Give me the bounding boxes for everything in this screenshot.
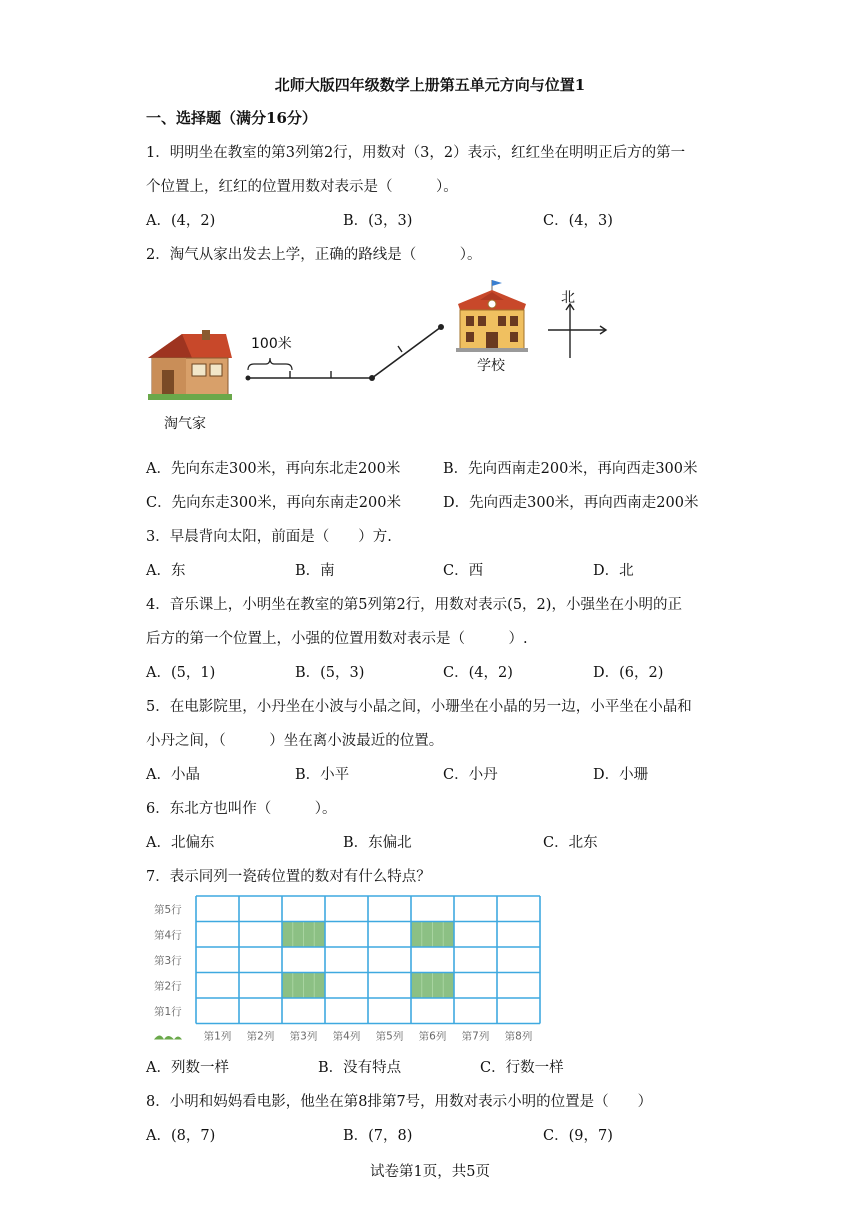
col-label: 第7列 — [461, 1030, 490, 1042]
q2-option-c[interactable]: C．先向东走300米，再向东南走200米 — [146, 495, 401, 511]
q7-option-b[interactable]: B．没有特点 — [318, 1060, 402, 1076]
question-4-line-1: 4．音乐课上，小明坐在教室的第5列第2行，用数对表示(5，2)，小强坐在小明的正 — [146, 597, 682, 613]
home-label: 淘气家 — [164, 416, 206, 432]
page-footer: 试卷第1页，共5页 — [370, 1164, 490, 1180]
q4-option-b[interactable]: B．(5，3) — [295, 665, 365, 681]
page-title: 北师大版四年级数学上册第五单元方向与位置1 — [274, 76, 586, 94]
row-label: 第3行 — [154, 954, 182, 967]
section-heading: 一、选择题（满分16分） — [146, 109, 317, 127]
q7-option-c[interactable]: C．行数一样 — [480, 1060, 564, 1076]
compass-icon — [548, 304, 606, 358]
question-4-line-2: 后方的第一个位置上，小强的位置用数对表示是（ ）. — [146, 631, 528, 647]
question-1-line-1: 1．明明坐在教室的第3列第2行，用数对（3，2）表示，红红坐在明明正后方的第一 — [146, 145, 686, 161]
north-label: 北 — [561, 290, 575, 306]
col-label: 第5列 — [375, 1030, 404, 1042]
q1-option-a[interactable]: A．(4，2) — [146, 213, 216, 229]
col-label: 第8列 — [504, 1030, 533, 1042]
q3-option-d[interactable]: D．北 — [593, 563, 634, 579]
q4-option-c[interactable]: C．(4，2) — [443, 665, 513, 681]
q3-option-a[interactable]: A．东 — [146, 563, 186, 579]
q5-option-b[interactable]: B．小平 — [295, 767, 350, 783]
col-label: 第3列 — [289, 1030, 318, 1042]
q1-option-b[interactable]: B．(3，3) — [343, 213, 413, 229]
school-icon — [456, 280, 528, 352]
q4-option-d[interactable]: D．(6，2) — [593, 665, 664, 681]
tile-grid-figure — [150, 894, 546, 1042]
q8-option-a[interactable]: A．(8，7) — [146, 1128, 216, 1144]
question-2-line-1: 2．淘气从家出发去上学，正确的路线是（ ）。 — [146, 247, 482, 263]
question-7-line-1: 7．表示同列一瓷砖位置的数对有什么特点？ — [146, 869, 431, 885]
col-label: 第4列 — [332, 1030, 361, 1042]
question-1-line-2: 个位置上，红红的位置用数对表示是（ ）。 — [146, 179, 458, 195]
row-label: 第1行 — [154, 1005, 182, 1018]
q4-option-a[interactable]: A．(5，1) — [146, 665, 216, 681]
q3-option-b[interactable]: B．南 — [295, 563, 335, 579]
q7-option-a[interactable]: A．列数一样 — [146, 1060, 229, 1076]
q2-option-b[interactable]: B．先向西南走200米，再向西走300米 — [443, 461, 698, 477]
q6-option-a[interactable]: A．北偏东 — [146, 835, 215, 851]
question-6-line-1: 6．东北方也叫作（ ）。 — [146, 801, 337, 817]
q5-option-a[interactable]: A．小晶 — [146, 767, 200, 783]
q6-option-c[interactable]: C．北东 — [543, 835, 598, 851]
route-figure — [140, 278, 620, 438]
grass-icon — [154, 1036, 182, 1040]
q5-option-c[interactable]: C．小丹 — [443, 767, 498, 783]
house-icon — [148, 330, 232, 400]
q2-option-a[interactable]: A．先向东走300米，再向东北走200米 — [146, 461, 401, 477]
question-8-line-1: 8．小明和妈妈看电影，他坐在第8排第7号，用数对表示小明的位置是（ ） — [146, 1094, 653, 1110]
row-label: 第2行 — [154, 980, 182, 993]
q1-option-c[interactable]: C．(4，3) — [543, 213, 613, 229]
row-label: 第4行 — [154, 929, 182, 942]
question-3-line-1: 3．早晨背向太阳，前面是（ ）方. — [146, 529, 392, 545]
q8-option-c[interactable]: C．(9，7) — [543, 1128, 613, 1144]
col-label: 第2列 — [246, 1030, 275, 1042]
school-label: 学校 — [477, 358, 505, 374]
q2-option-d[interactable]: D．先向西走300米，再向西南走200米 — [443, 495, 699, 511]
row-label: 第5行 — [154, 903, 182, 916]
question-5-line-2: 小丹之间，（ ）坐在离小波最近的位置。 — [146, 733, 444, 749]
q5-option-d[interactable]: D．小珊 — [593, 767, 649, 783]
col-label: 第6列 — [418, 1030, 447, 1042]
col-label: 第1列 — [203, 1030, 232, 1042]
q6-option-b[interactable]: B．东偏北 — [343, 835, 412, 851]
q8-option-b[interactable]: B．(7，8) — [343, 1128, 413, 1144]
q3-option-c[interactable]: C．西 — [443, 563, 484, 579]
scale-label: 100米 — [251, 336, 292, 352]
question-5-line-1: 5．在电影院里，小丹坐在小波与小晶之间，小珊坐在小晶的另一边，小平坐在小晶和 — [146, 699, 692, 715]
